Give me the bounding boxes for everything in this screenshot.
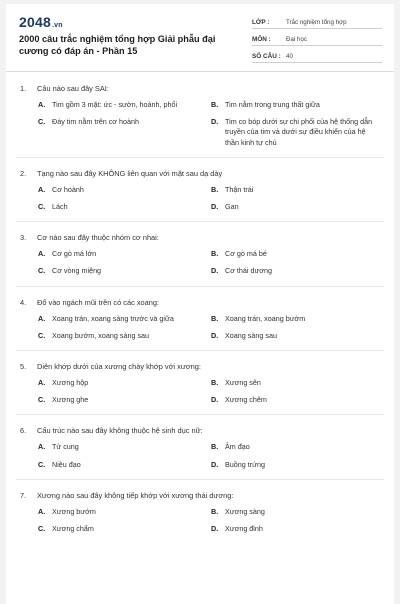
- option-letter: D.: [211, 266, 219, 276]
- answer-options: [6, 314, 394, 348]
- question-text-row: [6, 84, 394, 94]
- meta-class-row: [252, 14, 382, 29]
- option-letter: C.: [38, 524, 46, 534]
- option-text: Gan: [225, 202, 239, 212]
- question-item: [6, 491, 394, 541]
- answer-option[interactable]: [211, 331, 384, 341]
- option-letter: D.: [211, 117, 219, 127]
- question-text: Cơ nào sau đây thuộc nhóm cơ nhai:: [37, 233, 159, 243]
- option-text: Xương ghe: [52, 395, 89, 405]
- option-text: Xương bướm: [52, 506, 96, 516]
- question-text: Cấu trúc nào sau đây không thuộc hệ sinh dục nữ:: [37, 426, 203, 436]
- answer-option[interactable]: [211, 460, 384, 470]
- option-letter: A.: [38, 184, 46, 194]
- answer-option[interactable]: [38, 331, 211, 341]
- question-text: Diện khớp dưới của xương chày khớp với xương:: [37, 362, 201, 372]
- option-letter: B.: [211, 506, 219, 516]
- option-text: Xương hộp: [52, 378, 89, 388]
- meta-subject-row: [252, 31, 382, 46]
- question-item: [6, 362, 394, 415]
- question-text: Câu nào sau đây SAI:: [37, 84, 109, 93]
- answer-option[interactable]: [211, 378, 384, 388]
- question-list: [6, 84, 394, 552]
- document-page: [6, 4, 394, 604]
- meta-class-value: Trắc nghiệm tổng hợp: [286, 19, 347, 26]
- option-letter: B.: [211, 249, 219, 259]
- answer-option[interactable]: [38, 117, 211, 148]
- question-divider: [16, 479, 384, 480]
- option-text: Tử cung: [52, 442, 79, 452]
- option-text: Thận trái: [225, 184, 254, 194]
- answer-option[interactable]: [211, 266, 384, 276]
- option-text: Cơ gò má bé: [225, 249, 267, 259]
- option-text: Xoang trán, xoang sàng trước và giữa: [52, 313, 174, 323]
- logo-suffix: .vn: [51, 22, 63, 29]
- answer-options: [6, 185, 394, 219]
- question-number: 7.: [20, 490, 27, 500]
- question-number: 3.: [20, 233, 27, 243]
- document-title: 2000 câu trắc nghiệm tổng hợp Giải phẫu đại cương có đáp án - Phần 15: [19, 34, 216, 56]
- question-divider: [16, 350, 384, 351]
- option-text: Đáy tim nằm trên cơ hoành: [52, 117, 140, 127]
- question-text: Xương nào sau đây không tiếp khớp với xương thái dương:: [37, 490, 234, 500]
- answer-option[interactable]: [38, 266, 211, 276]
- question-divider: [16, 221, 384, 222]
- question-number: 1.: [20, 84, 27, 93]
- option-letter: B.: [211, 378, 219, 388]
- meta-subject-label: MÔN :: [252, 36, 271, 43]
- option-letter: C.: [38, 117, 46, 127]
- option-letter: B.: [211, 442, 219, 452]
- option-text: Xoang sàng sau: [225, 330, 277, 340]
- answer-options: [6, 507, 394, 541]
- answer-option[interactable]: [211, 249, 384, 259]
- answer-option[interactable]: [38, 100, 211, 110]
- question-text: Đổ vào ngách mũi trên có các xoang:: [37, 297, 160, 307]
- answer-option[interactable]: [38, 202, 211, 212]
- option-letter: C.: [38, 459, 46, 469]
- option-letter: D.: [211, 202, 219, 212]
- answer-option[interactable]: [211, 524, 384, 534]
- answer-option[interactable]: [211, 395, 384, 405]
- option-text: Buồng trứng: [225, 459, 265, 469]
- question-item: [6, 298, 394, 351]
- answer-option[interactable]: [211, 314, 384, 324]
- answer-option[interactable]: [211, 100, 384, 110]
- document-meta: [252, 14, 382, 65]
- meta-count-row: [252, 48, 382, 63]
- meta-count-value: 40: [286, 53, 293, 60]
- option-letter: B.: [211, 100, 219, 109]
- option-text: Cơ hoành: [52, 184, 84, 194]
- option-letter: B.: [211, 313, 219, 323]
- question-text-row: [6, 233, 394, 243]
- option-text: Xương sên: [225, 378, 261, 388]
- option-text: Cơ thái dương: [225, 266, 273, 276]
- question-number: 5.: [20, 362, 27, 372]
- answer-option[interactable]: [38, 185, 211, 195]
- answer-options: [6, 378, 394, 412]
- question-item: [6, 233, 394, 286]
- option-text: Xoang bướm, xoang sàng sau: [52, 330, 150, 340]
- meta-count-label: SỐ CÂU :: [252, 53, 281, 60]
- site-logo[interactable]: [19, 14, 63, 30]
- question-text-row: [6, 169, 394, 179]
- answer-option[interactable]: [38, 524, 211, 534]
- option-letter: C.: [38, 202, 46, 212]
- answer-option[interactable]: [38, 395, 211, 405]
- option-letter: D.: [211, 459, 219, 469]
- answer-option[interactable]: [38, 460, 211, 470]
- meta-subject-value: Đại học: [286, 36, 307, 43]
- answer-option[interactable]: [38, 442, 211, 452]
- option-text: Tim co bóp dưới sự chi phối của hệ thống dẫn truyền của tim và dưới sự điều khiển của hệ thần kinh tự chủ: [225, 117, 373, 147]
- option-letter: A.: [38, 378, 46, 388]
- option-text: Xoang trán, xoang bướm: [225, 313, 306, 323]
- question-text-row: [6, 491, 394, 501]
- answer-option[interactable]: [38, 507, 211, 517]
- option-text: Lách: [52, 202, 68, 212]
- option-text: Cơ vòng miệng: [52, 266, 102, 276]
- meta-class-label: LỚP :: [252, 19, 270, 26]
- question-number: 2.: [20, 168, 27, 178]
- option-text: Tim gồm 3 mặt: ức - sườn, hoành, phổi: [52, 100, 178, 109]
- answer-option[interactable]: [38, 314, 211, 324]
- question-divider: [16, 157, 384, 158]
- question-text: Tạng nào sau đây KHÔNG liên quan với mặt sau dạ dày: [37, 168, 223, 178]
- answer-options: [6, 249, 394, 283]
- option-letter: A.: [38, 249, 46, 259]
- option-text: Cơ gò má lớn: [52, 249, 97, 259]
- question-item: [6, 84, 394, 158]
- answer-option[interactable]: [38, 249, 211, 259]
- option-letter: A.: [38, 506, 46, 516]
- option-text: Xương đỉnh: [225, 524, 263, 534]
- answer-option[interactable]: [38, 378, 211, 388]
- answer-option[interactable]: [211, 202, 384, 212]
- option-text: Tim nằm trong trung thất giữa: [225, 100, 320, 109]
- answer-option[interactable]: [211, 507, 384, 517]
- option-text: Niệu đạo: [52, 459, 81, 469]
- question-text-row: [6, 426, 394, 436]
- question-item: [6, 426, 394, 479]
- question-number: 4.: [20, 297, 27, 307]
- option-letter: B.: [211, 184, 219, 194]
- question-text-row: [6, 298, 394, 308]
- answer-options: [6, 100, 394, 155]
- option-letter: D.: [211, 330, 219, 340]
- option-letter: A.: [38, 313, 46, 323]
- option-letter: A.: [38, 100, 46, 109]
- option-letter: C.: [38, 266, 46, 276]
- question-number: 6.: [20, 426, 27, 436]
- option-text: Xương chẩm: [52, 524, 94, 534]
- answer-option[interactable]: [211, 185, 384, 195]
- option-text: Âm đạo: [225, 442, 250, 452]
- option-letter: D.: [211, 395, 219, 405]
- option-text: Xương chêm: [225, 395, 267, 405]
- question-item: [6, 169, 394, 222]
- logo-text: 2048: [19, 14, 51, 30]
- option-text: Xương sàng: [225, 506, 265, 516]
- answer-options: [6, 442, 394, 476]
- option-letter: D.: [211, 524, 219, 534]
- answer-option[interactable]: [211, 117, 384, 148]
- question-text-row: [6, 362, 394, 372]
- option-letter: C.: [38, 330, 46, 340]
- option-letter: C.: [38, 395, 46, 405]
- document-header: [6, 4, 394, 72]
- answer-option[interactable]: [211, 442, 384, 452]
- question-divider: [16, 286, 384, 287]
- option-letter: A.: [38, 442, 46, 452]
- question-divider: [16, 414, 384, 415]
